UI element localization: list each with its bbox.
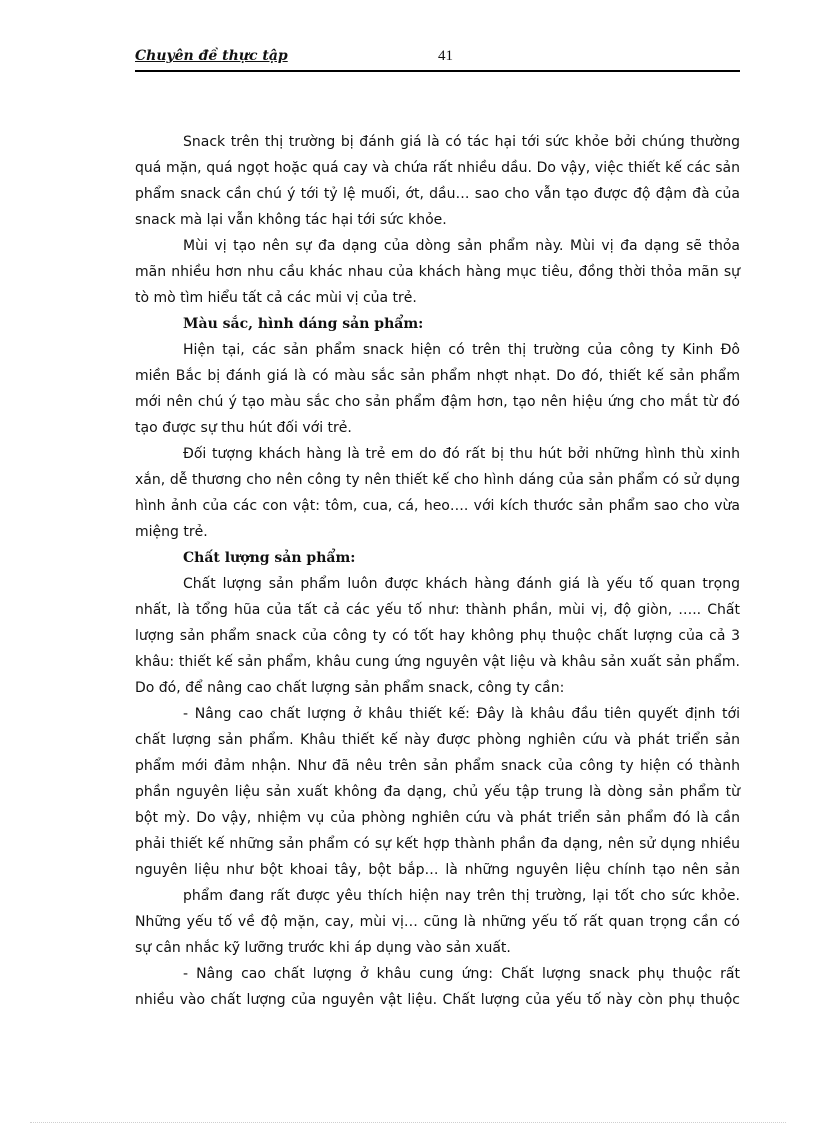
paragraph-line: tò mò tìm hiểu tất cả các mùi vị của trẻ.	[135, 290, 417, 306]
paragraph-line: phẩm mới đảm nhận. Như đã nêu trên sản phẩm snack của công ty hiện có thành	[135, 758, 740, 774]
page-header	[135, 48, 740, 70]
section-heading: Chất lượng sản phẩm:	[183, 550, 356, 566]
paragraph-line: mãn nhiều hơn nhu cầu khác nhau của khách hàng mục tiêu, đồng thời thỏa mãn sự	[135, 264, 740, 280]
paragraph-line: xắn, dễ thương cho nên công ty nên thiết kế cho hình dáng của sản phẩm có sử dụng	[135, 472, 740, 488]
paragraph-line: lượng sản phẩm snack của công ty có tốt hay không phụ thuộc chất lượng của cả 3	[135, 628, 740, 644]
section-heading: Màu sắc, hình dáng sản phẩm:	[183, 316, 424, 332]
paragraph-line: Do đó, để nâng cao chất lượng sản phẩm snack, công ty cần:	[135, 680, 565, 696]
running-header-title: Chuyên đề thực tập	[135, 48, 288, 64]
header-rule	[135, 70, 740, 72]
paragraph-line: Những yếu tố về độ mặn, cay, mùi vị… cũng là những yếu tố rất quan trọng cần có	[135, 914, 740, 930]
paragraph-line: Mùi vị tạo nên sự đa dạng của dòng sản phẩm này. Mùi vị đa dạng sẽ thỏa	[183, 238, 740, 254]
paragraph-line: quá mặn, quá ngọt hoặc quá cay và chứa rất nhiều dầu. Do vậy, việc thiết kế các sản	[135, 160, 740, 176]
paragraph-line: mới nên chú ý tạo màu sắc cho sản phẩm đậm hơn, tạo nên hiệu ứng cho mắt từ đó	[135, 394, 740, 410]
paragraph-line: chất lượng sản phẩm. Khâu thiết kế này được phòng nghiên cứu và phát triển sản	[135, 732, 740, 748]
paragraph-line: tạo được sự thu hút đối với trẻ.	[135, 420, 352, 436]
paragraph-line: bột mỳ. Do vậy, nhiệm vụ của phòng nghiên cứu và phát triển sản phẩm đó là cần	[135, 810, 740, 826]
paragraph-line: phẩm đang rất được yêu thích hiện nay trên thị trường, lại tốt cho sức khỏe.	[183, 888, 740, 904]
paragraph-line: Đối tượng khách hàng là trẻ em do đó rất bị thu hút bởi những hình thù xinh	[183, 446, 740, 462]
page-number: 41	[438, 48, 453, 64]
paragraph-line: miền Bắc bị đánh giá là có màu sắc sản phẩm nhợt nhạt. Do đó, thiết kế sản phẩm	[135, 368, 740, 384]
paragraph-line: Chất lượng sản phẩm luôn được khách hàng đánh giá là yếu tố quan trọng	[183, 576, 740, 592]
paragraph-line: miệng trẻ.	[135, 524, 208, 540]
paragraph-line: nguyên liệu như bột khoai tây, bột bắp… là những nguyên liệu chính tạo nên sản	[135, 862, 740, 878]
paragraph-line: khâu: thiết kế sản phẩm, khâu cung ứng nguyên vật liệu và khâu sản xuất sản phẩm.	[135, 654, 740, 670]
paragraph-line: Snack trên thị trường bị đánh giá là có tác hại tới sức khỏe bởi chúng thường	[183, 134, 740, 150]
body-text	[135, 129, 740, 1013]
paragraph-line: phần nguyên liệu sản xuất không đa dạng, chủ yếu tập trung là dòng sản phẩm từ	[135, 784, 740, 800]
paragraph-line: Hiện tại, các sản phẩm snack hiện có trên thị trường của công ty Kinh Đô	[183, 342, 740, 358]
paragraph-line: sự cân nhắc kỹ lưỡng trước khi áp dụng vào sản xuất.	[135, 940, 511, 956]
paragraph-line: nhất, là tổng hũa của tất cả các yếu tố như: thành phần, mùi vị, độ giòn, ….. Chất	[135, 602, 740, 618]
paragraph-line: hình ảnh của các con vật: tôm, cua, cá, heo…. với kích thước sản phẩm sao cho vừa	[135, 498, 740, 514]
paragraph-line: - Nâng cao chất lượng ở khâu cung ứng: Chất lượng snack phụ thuộc rất	[183, 966, 740, 982]
paragraph-line: nhiều vào chất lượng của nguyên vật liệu. Chất lượng của yếu tố này còn phụ thuộc	[135, 992, 740, 1008]
paragraph-line: phải thiết kế những sản phẩm có sự kết hợp thành phần đa dạng, nên sử dụng nhiều	[135, 836, 740, 852]
paragraph-line: phẩm snack cần chú ý tới tỷ lệ muối, ớt, dầu… sao cho vẫn tạo được độ đậm đà của	[135, 186, 740, 202]
paragraph-line: - Nâng cao chất lượng ở khâu thiết kế: Đây là khâu đầu tiên quyết định tới	[183, 706, 740, 722]
paragraph-line: snack mà lại vẫn không tác hại tới sức khỏe.	[135, 212, 447, 228]
